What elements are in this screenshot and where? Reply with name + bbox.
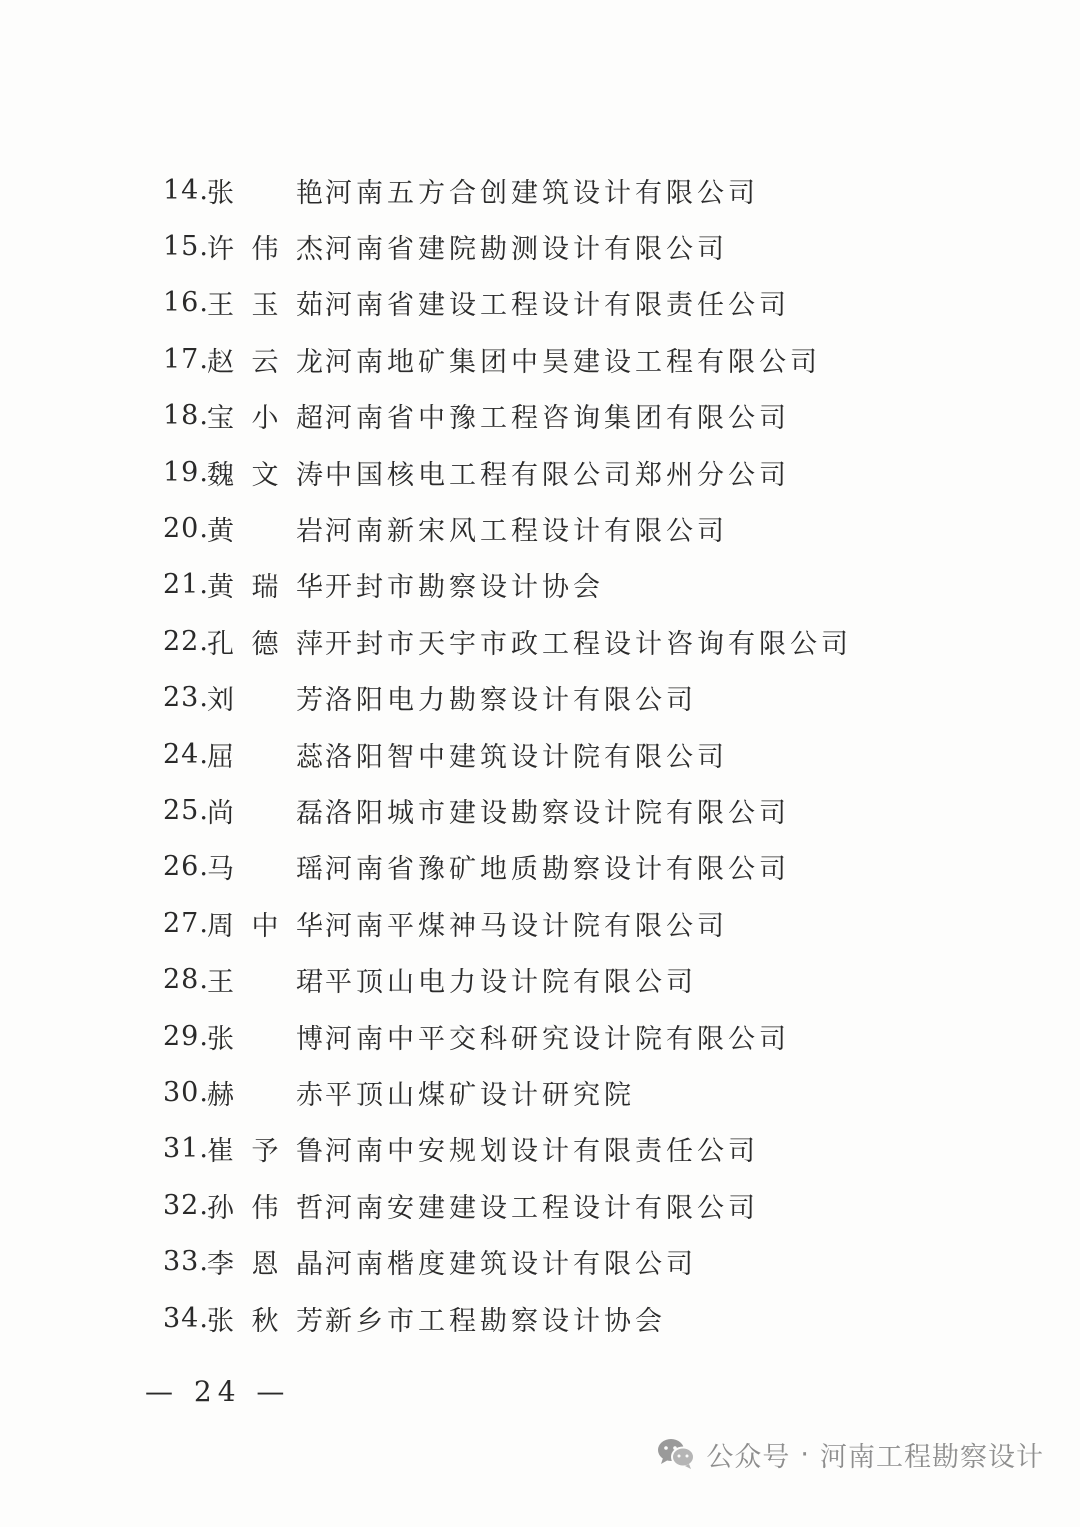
watermark-separator: · bbox=[800, 1438, 810, 1470]
person-name: 马 瑶 bbox=[207, 854, 325, 886]
list-item bbox=[163, 388, 923, 444]
list-item bbox=[163, 500, 923, 556]
person-name: 魏文涛 bbox=[207, 459, 325, 491]
person-name: 赵云龙 bbox=[207, 346, 325, 378]
item-number: 25. bbox=[163, 794, 209, 826]
name-list bbox=[163, 162, 923, 1346]
item-number: 22. bbox=[163, 625, 209, 657]
item-number: 28. bbox=[163, 964, 209, 996]
watermark bbox=[656, 1434, 1044, 1474]
item-number: 32. bbox=[163, 1189, 209, 1221]
organization-name: 洛阳电力勘察设计有限公司 bbox=[325, 685, 697, 717]
list-item bbox=[163, 895, 923, 951]
item-number: 17. bbox=[163, 343, 209, 375]
organization-name: 河南楷度建筑设计有限公司 bbox=[325, 1249, 697, 1281]
list-item bbox=[163, 726, 923, 782]
person-name: 张 艳 bbox=[207, 177, 325, 209]
item-number: 33. bbox=[163, 1246, 209, 1278]
item-number: 31. bbox=[163, 1133, 209, 1165]
person-name: 黄 岩 bbox=[207, 516, 325, 548]
organization-name: 河南省中豫工程咨询集团有限公司 bbox=[325, 403, 790, 435]
page-number: — 24 — bbox=[145, 1375, 291, 1408]
person-name: 孔德萍 bbox=[207, 628, 325, 660]
organization-name: 平顶山煤矿设计研究院 bbox=[325, 1079, 635, 1111]
person-name: 张秋芳 bbox=[207, 1305, 325, 1337]
organization-name: 河南省建设工程设计有限责任公司 bbox=[325, 290, 790, 322]
person-name: 孙伟哲 bbox=[207, 1192, 325, 1224]
organization-name: 开封市天宇市政工程设计咨询有限公司 bbox=[325, 628, 852, 660]
list-item bbox=[163, 162, 923, 218]
list-item bbox=[163, 1064, 923, 1120]
item-number: 27. bbox=[163, 907, 209, 939]
organization-name: 洛阳城市建设勘察设计院有限公司 bbox=[325, 797, 790, 829]
item-number: 24. bbox=[163, 738, 209, 770]
person-name: 宝小超 bbox=[207, 403, 325, 435]
organization-name: 河南中平交科研究设计院有限公司 bbox=[325, 1023, 790, 1055]
watermark-label: 公众号 bbox=[706, 1441, 791, 1473]
organization-name: 河南平煤神马设计院有限公司 bbox=[325, 910, 728, 942]
person-name: 崔予鲁 bbox=[207, 1136, 325, 1168]
person-name: 王玉茹 bbox=[207, 290, 325, 322]
item-number: 30. bbox=[163, 1076, 209, 1108]
person-name: 张 博 bbox=[207, 1023, 325, 1055]
list-item bbox=[163, 557, 923, 613]
item-number: 19. bbox=[163, 456, 209, 488]
person-name: 赫 赤 bbox=[207, 1079, 325, 1111]
organization-name: 河南地矿集团中昊建设工程有限公司 bbox=[325, 346, 821, 378]
item-number: 20. bbox=[163, 513, 209, 545]
watermark-account: 河南工程勘察设计 bbox=[820, 1441, 1044, 1473]
organization-name: 河南省建院勘测设计有限公司 bbox=[325, 234, 728, 266]
organization-name: 中国核电工程有限公司郑州分公司 bbox=[325, 459, 790, 491]
person-name: 许伟杰 bbox=[207, 234, 325, 266]
item-number: 34. bbox=[163, 1302, 209, 1334]
item-number: 18. bbox=[163, 400, 209, 432]
organization-name: 河南五方合创建筑设计有限公司 bbox=[325, 177, 759, 209]
item-number: 29. bbox=[163, 1020, 209, 1052]
organization-name: 河南安建建设工程设计有限公司 bbox=[325, 1192, 759, 1224]
list-item bbox=[163, 839, 923, 895]
person-name: 屈 蕊 bbox=[207, 741, 325, 773]
item-number: 23. bbox=[163, 682, 209, 714]
organization-name: 河南新宋风工程设计有限公司 bbox=[325, 516, 728, 548]
organization-name: 河南省豫矿地质勘察设计有限公司 bbox=[325, 854, 790, 886]
item-number: 14. bbox=[163, 174, 209, 206]
person-name: 尚 磊 bbox=[207, 797, 325, 829]
item-number: 26. bbox=[163, 851, 209, 883]
person-name: 黄瑞华 bbox=[207, 572, 325, 604]
list-item bbox=[163, 613, 923, 669]
person-name: 李恩晶 bbox=[207, 1249, 325, 1281]
organization-name: 洛阳智中建筑设计院有限公司 bbox=[325, 741, 728, 773]
list-item bbox=[163, 275, 923, 331]
list-item bbox=[163, 1290, 923, 1346]
list-item bbox=[163, 331, 923, 387]
list-item bbox=[163, 670, 923, 726]
list-item bbox=[163, 1233, 923, 1289]
list-item bbox=[163, 218, 923, 274]
list-item bbox=[163, 1121, 923, 1177]
organization-name: 平顶山电力设计院有限公司 bbox=[325, 967, 697, 999]
wechat-icon bbox=[656, 1437, 696, 1471]
person-name: 刘 芳 bbox=[207, 685, 325, 717]
list-item bbox=[163, 1177, 923, 1233]
organization-name: 开封市勘察设计协会 bbox=[325, 572, 604, 604]
list-item bbox=[163, 782, 923, 838]
organization-name: 新乡市工程勘察设计协会 bbox=[325, 1305, 666, 1337]
list-item bbox=[163, 1008, 923, 1064]
list-item bbox=[163, 951, 923, 1007]
organization-name: 河南中安规划设计有限责任公司 bbox=[325, 1136, 759, 1168]
person-name: 王 珺 bbox=[207, 967, 325, 999]
list-item bbox=[163, 444, 923, 500]
item-number: 15. bbox=[163, 231, 209, 263]
item-number: 16. bbox=[163, 287, 209, 319]
person-name: 周中华 bbox=[207, 910, 325, 942]
item-number: 21. bbox=[163, 569, 209, 601]
